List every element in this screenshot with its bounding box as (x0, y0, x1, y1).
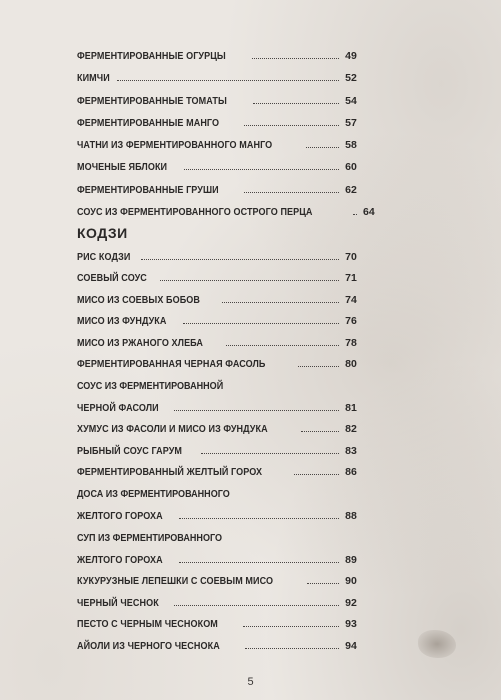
toc-leader-dots (174, 410, 339, 411)
toc-leader-dots (353, 214, 357, 215)
toc-entry-title: МИСО ИЗ ФУНДУКА (77, 315, 167, 327)
toc-entry[interactable] (77, 89, 357, 107)
toc-entry-page: 74 (345, 294, 357, 306)
toc-entry-title: ФЕРМЕНТИРОВАННЫЕ МАНГО (77, 117, 220, 129)
toc-leader-dots (179, 518, 339, 519)
toc-entry[interactable] (77, 309, 357, 327)
toc-leader-dots (298, 366, 339, 367)
toc-entry-title: ФЕРМЕНТИРОВАННЫЕ ТОМАТЫ (77, 95, 227, 107)
toc-entry-page: 86 (345, 466, 357, 478)
toc-entry[interactable] (77, 460, 357, 478)
toc-entry-title: РИС КОДЗИ (77, 251, 131, 263)
toc-entry[interactable] (77, 288, 357, 306)
toc-entry[interactable] (77, 66, 357, 84)
page-number: 5 (247, 676, 254, 688)
toc-leader-dots (184, 169, 339, 170)
toc-leader-dots (244, 125, 339, 126)
toc-entry-title: ФЕРМЕНТИРОВАННЫЕ ОГУРЦЫ (77, 50, 226, 62)
toc-entry-page: 93 (345, 618, 357, 630)
toc-entry-page: 81 (345, 402, 357, 414)
toc-entry-page: 83 (345, 445, 357, 457)
toc-entry[interactable] (77, 266, 357, 284)
toc-entry-title: МОЧЕНЫЕ ЯБЛОКИ (77, 161, 168, 173)
toc-leader-dots (174, 605, 339, 606)
toc-entry-page: 60 (345, 161, 357, 173)
toc-entry-page: 70 (345, 251, 357, 263)
toc-entry[interactable] (77, 612, 357, 630)
section-heading: КОДЗИ (77, 225, 128, 241)
toc-leader-dots (244, 192, 339, 193)
toc-leader-dots (301, 431, 339, 432)
toc-entry-page: 78 (345, 337, 357, 349)
toc-leader-dots (117, 80, 339, 81)
toc-entry-title: МИСО ИЗ РЖАНОГО ХЛЕБА (77, 337, 204, 349)
toc-entry-title: ЧАТНИ ИЗ ФЕРМЕНТИРОВАННОГО МАНГО (77, 139, 273, 151)
toc-entry-title-wrap[interactable]: СОУС ИЗ ФЕРМЕНТИРОВАННОЙ (77, 380, 224, 392)
toc-entry-title: ПЕСТО С ЧЕРНЫМ ЧЕСНОКОМ (77, 618, 218, 630)
toc-entry-title: ФЕРМЕНТИРОВАННАЯ ЧЕРНАЯ ФАСОЛЬ (77, 358, 266, 370)
toc-entry-title-wrap[interactable]: СУП ИЗ ФЕРМЕНТИРОВАННОГО (77, 532, 223, 544)
toc-entry-title: СОЕВЫЙ СОУС (77, 272, 147, 284)
toc-entry[interactable] (77, 133, 357, 151)
toc-entry-page: 94 (345, 640, 357, 652)
toc-entry-title: ФЕРМЕНТИРОВАННЫЕ ГРУШИ (77, 184, 219, 196)
toc-entry-page: 64 (362, 206, 375, 218)
toc-entry-title: РЫБНЫЙ СОУС ГАРУМ (77, 445, 183, 457)
toc-entry-title: КИМЧИ (77, 72, 110, 84)
toc-entry-title: ЖЕЛТОГО ГОРОХА (77, 554, 163, 566)
toc-entry[interactable] (77, 200, 375, 218)
toc-entry[interactable] (77, 634, 357, 652)
toc-leader-dots (306, 147, 339, 148)
toc-entry[interactable] (77, 396, 357, 414)
toc-leader-dots (294, 474, 339, 475)
toc-entry[interactable] (77, 331, 357, 349)
toc-leader-dots (222, 302, 339, 303)
toc-entry-page: 80 (345, 358, 357, 370)
toc-entry[interactable] (77, 417, 357, 435)
toc-entry[interactable] (77, 352, 357, 370)
toc-entry-title: КУКУРУЗНЫЕ ЛЕПЕШКИ С СОЕВЫМ МИСО (77, 575, 274, 587)
toc-entry-title: ЧЕРНЫЙ ЧЕСНОК (77, 597, 159, 609)
toc-leader-dots (307, 583, 339, 584)
toc-leader-dots (253, 103, 339, 104)
toc-entry[interactable] (77, 44, 357, 62)
toc-entry-title: ФЕРМЕНТИРОВАННЫЙ ЖЕЛТЫЙ ГОРОХ (77, 466, 263, 478)
toc-leader-dots (179, 562, 339, 563)
toc-leader-dots (243, 626, 339, 627)
toc-entry[interactable] (77, 439, 357, 457)
toc-entry-page: 62 (345, 184, 357, 196)
toc-entry-page: 58 (345, 139, 357, 151)
toc-leader-dots (201, 453, 339, 454)
toc-entry-title: ХУМУС ИЗ ФАСОЛИ И МИСО ИЗ ФУНДУКА (77, 423, 268, 435)
toc-leader-dots (141, 259, 339, 260)
toc-entry-page: 82 (345, 423, 357, 435)
toc-entry-page: 57 (345, 117, 357, 129)
toc-entry[interactable] (77, 591, 357, 609)
toc-entry[interactable] (77, 569, 357, 587)
toc-entry-page: 90 (345, 575, 357, 587)
toc-entry-title: АЙОЛИ ИЗ ЧЕРНОГО ЧЕСНОКА (77, 640, 220, 652)
toc-leader-dots (226, 345, 339, 346)
toc-leader-dots (160, 280, 339, 281)
toc-entry-title-wrap[interactable]: ДОСА ИЗ ФЕРМЕНТИРОВАННОГО (77, 488, 230, 500)
toc-entry[interactable] (77, 155, 357, 173)
toc-entry-page: 88 (345, 510, 357, 522)
toc-entry[interactable] (77, 548, 357, 566)
toc-entry-page: 71 (345, 272, 357, 284)
page-stain (418, 630, 456, 658)
toc-entry-title: МИСО ИЗ СОЕВЫХ БОБОВ (77, 294, 201, 306)
toc-entry[interactable] (77, 178, 357, 196)
toc-entry-page: 89 (345, 554, 357, 566)
toc-entry-title: СОУС ИЗ ФЕРМЕНТИРОВАННОГО ОСТРОГО ПЕРЦА (77, 206, 313, 218)
toc-entry[interactable] (77, 504, 357, 522)
toc-leader-dots (183, 323, 339, 324)
toc-leader-dots (252, 58, 339, 59)
toc-entry[interactable] (77, 245, 357, 263)
toc-entry-page: 76 (345, 315, 357, 327)
toc-entry-page: 52 (345, 72, 357, 84)
toc-entry-page: 49 (345, 50, 357, 62)
toc-entry-page: 92 (345, 597, 357, 609)
toc-entry[interactable] (77, 111, 357, 129)
toc-leader-dots (245, 648, 339, 649)
toc-entry-page: 54 (345, 95, 357, 107)
toc-entry-title: ЖЕЛТОГО ГОРОХА (77, 510, 163, 522)
toc-entry-title: ЧЕРНОЙ ФАСОЛИ (77, 402, 159, 414)
